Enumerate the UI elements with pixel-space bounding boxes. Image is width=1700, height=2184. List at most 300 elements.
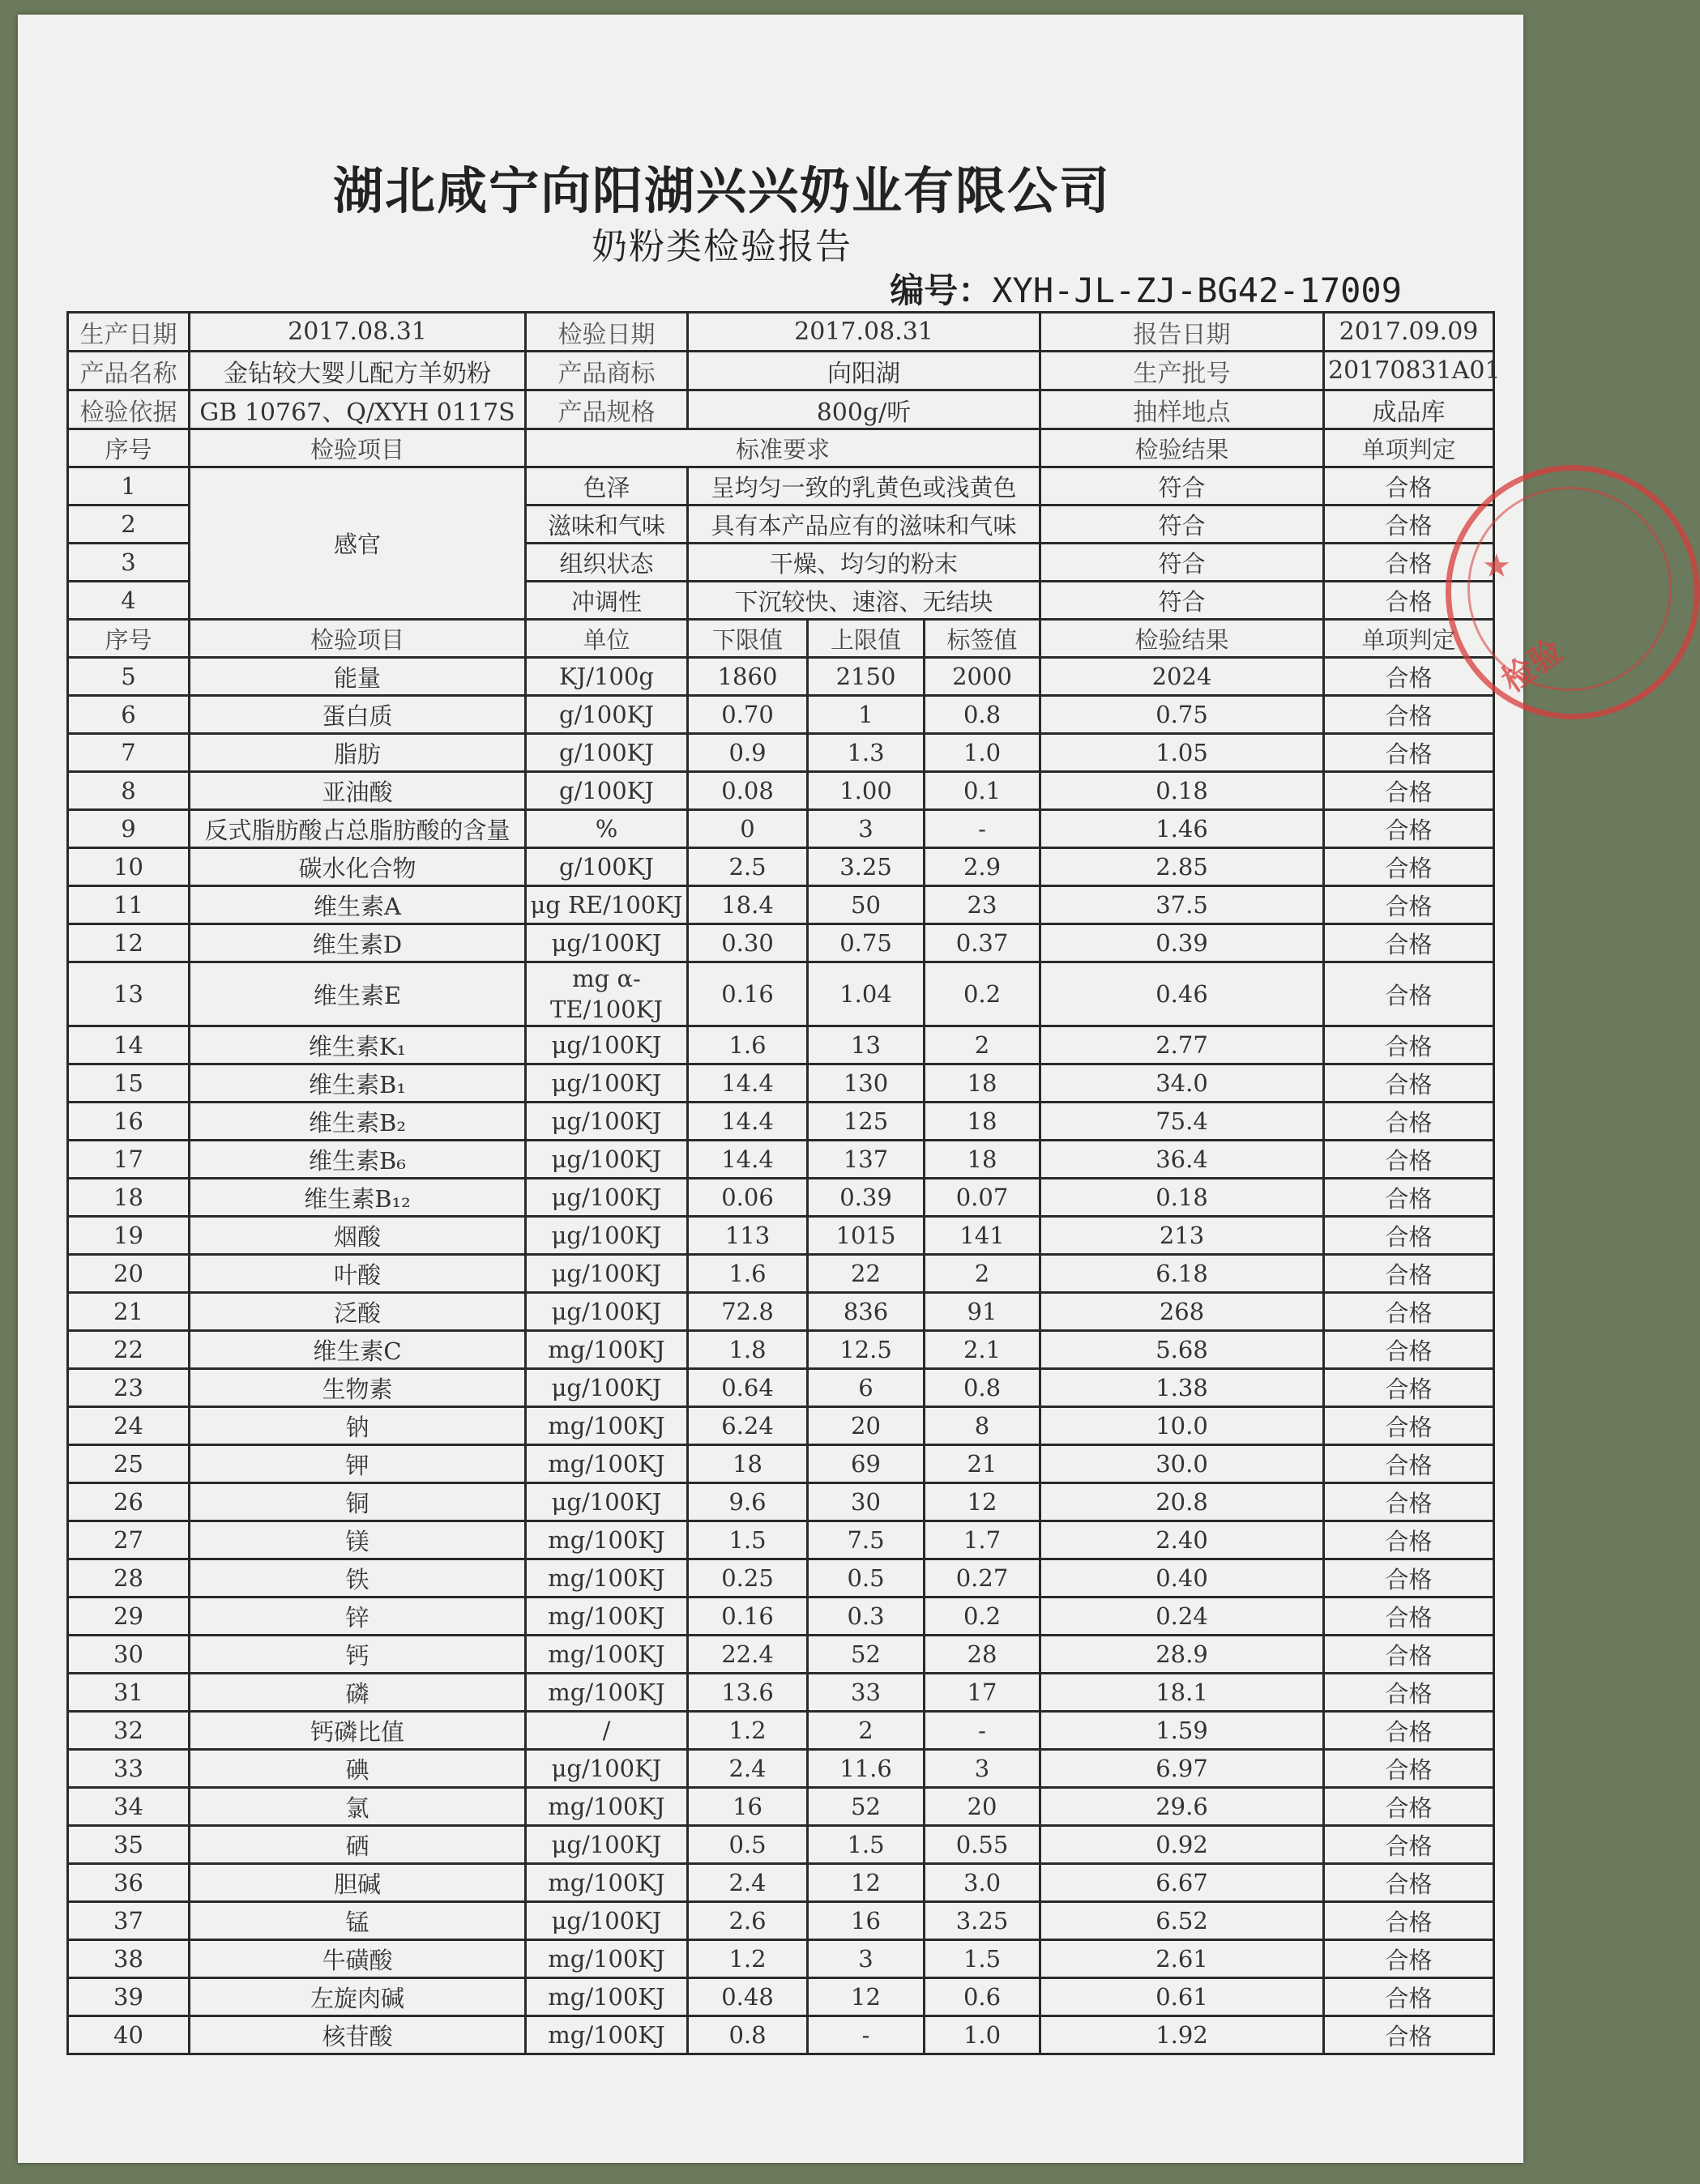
nutrient-lo: 0.9 <box>688 734 808 772</box>
nutrient-item: 维生素B₁₂ <box>190 1179 526 1217</box>
nutrient-no: 36 <box>68 1864 190 1902</box>
row-result: 符合 <box>1040 544 1324 582</box>
nutrient-item: 磷 <box>190 1674 526 1712</box>
nutrient-label: 20 <box>925 1788 1040 1826</box>
sensory-item: 冲调性 <box>526 582 688 620</box>
nutrient-label: 1.0 <box>925 734 1040 772</box>
nutrient-no: 7 <box>68 734 190 772</box>
star-icon: ★ <box>1482 548 1511 585</box>
nutrient-hi: 2 <box>808 1712 925 1750</box>
nutrient-result: 29.6 <box>1040 1788 1324 1826</box>
nutrient-verdict: 合格 <box>1324 1483 1494 1521</box>
table-row <box>68 2016 1494 2054</box>
info-label: 检验依据 <box>68 390 190 429</box>
nutrient-result: 1.05 <box>1040 734 1324 772</box>
nutrient-unit: mg α-TE/100KJ <box>526 962 688 1026</box>
nutrient-result: 1.92 <box>1040 2016 1324 2054</box>
nutrient-hi: 30 <box>808 1483 925 1521</box>
nutrient-label: 28 <box>925 1636 1040 1674</box>
nutrient-unit: g/100KJ <box>526 848 688 886</box>
nutrient-label: 2.9 <box>925 848 1040 886</box>
nutrient-hi: 69 <box>808 1445 925 1483</box>
nutrient-item: 维生素K₁ <box>190 1026 526 1064</box>
nutrient-lo: 2.4 <box>688 1864 808 1902</box>
nutrient-no: 21 <box>68 1293 190 1331</box>
nutrient-item: 锰 <box>190 1902 526 1940</box>
nutrient-no: 31 <box>68 1674 190 1712</box>
nutrient-lo: 2.4 <box>688 1750 808 1788</box>
nutrient-lo: 0.8 <box>688 2016 808 2054</box>
nutrient-result: 28.9 <box>1040 1636 1324 1674</box>
nutrient-hi: 1015 <box>808 1217 925 1255</box>
nutrient-hi: 52 <box>808 1636 925 1674</box>
info-label: 抽样地点 <box>1040 390 1324 429</box>
nutrient-lo: 72.8 <box>688 1293 808 1331</box>
nutrient-label: 3 <box>925 1750 1040 1788</box>
info-value: 2017.09.09 <box>1324 313 1494 352</box>
nutrient-label: 141 <box>925 1217 1040 1255</box>
nutrient-lo: 1860 <box>688 658 808 696</box>
nutrient-result: 0.75 <box>1040 696 1324 734</box>
nutrient-result: 0.39 <box>1040 924 1324 962</box>
info-value: 2017.08.31 <box>190 313 526 352</box>
company-name: 湖北咸宁向阳湖兴兴奶业有限公司 <box>332 161 1111 220</box>
table-row <box>68 467 1494 505</box>
info-value: 800g/听 <box>688 390 1040 429</box>
nutrient-result: 6.67 <box>1040 1864 1324 1902</box>
sensory-item: 组织状态 <box>526 544 688 582</box>
nutrient-item: 烟酸 <box>190 1217 526 1255</box>
table-row <box>68 810 1494 848</box>
nutrient-result: 20.8 <box>1040 1483 1324 1521</box>
nutrient-item: 氯 <box>190 1788 526 1826</box>
nutrient-unit: μg/100KJ <box>526 1026 688 1064</box>
nutrient-result: 37.5 <box>1040 886 1324 924</box>
nutrient-verdict: 合格 <box>1324 886 1494 924</box>
nutrient-unit: μg/100KJ <box>526 1141 688 1179</box>
inspection-table <box>66 428 1495 2055</box>
nutrient-result: 1.59 <box>1040 1712 1324 1750</box>
nutrient-item: 硒 <box>190 1826 526 1864</box>
nutrient-result: 1.46 <box>1040 810 1324 848</box>
nutrient-item: 锌 <box>190 1597 526 1636</box>
nutrient-result: 268 <box>1040 1293 1324 1331</box>
nutrient-label: 1.0 <box>925 2016 1040 2054</box>
table-row <box>68 1255 1494 1293</box>
nutrient-item: 能量 <box>190 658 526 696</box>
nutrient-unit: / <box>526 1712 688 1750</box>
nutrient-item: 铜 <box>190 1483 526 1521</box>
nutrient-header: 上限值 <box>808 620 925 658</box>
nutrient-verdict: 合格 <box>1324 1369 1494 1407</box>
nutrient-verdict: 合格 <box>1324 1407 1494 1445</box>
nutrient-unit: μg/100KJ <box>526 1293 688 1331</box>
info-label: 报告日期 <box>1040 313 1324 352</box>
nutrient-label: 12 <box>925 1483 1040 1521</box>
nutrient-verdict: 合格 <box>1324 734 1494 772</box>
nutrient-label: 0.2 <box>925 962 1040 1026</box>
sensory-requirement: 下沉较快、速溶、无结块 <box>688 582 1040 620</box>
nutrient-lo: 0.48 <box>688 1978 808 2016</box>
table-row <box>68 848 1494 886</box>
nutrient-lo: 1.6 <box>688 1255 808 1293</box>
nutrient-lo: 9.6 <box>688 1483 808 1521</box>
nutrient-label: 0.8 <box>925 1369 1040 1407</box>
nutrient-item: 维生素B₁ <box>190 1064 526 1103</box>
nutrient-no: 34 <box>68 1788 190 1826</box>
nutrient-hi: 0.75 <box>808 924 925 962</box>
nutrient-unit: mg/100KJ <box>526 1407 688 1445</box>
sensory-category: 感官 <box>190 467 526 620</box>
nutrient-hi: 50 <box>808 886 925 924</box>
nutrient-unit: mg/100KJ <box>526 1978 688 2016</box>
header-requirement: 标准要求 <box>526 429 1040 467</box>
nutrient-label: 2000 <box>925 658 1040 696</box>
nutrient-result: 0.92 <box>1040 1826 1324 1864</box>
info-value: 20170831A01 <box>1324 352 1494 390</box>
nutrient-no: 35 <box>68 1826 190 1864</box>
nutrient-lo: 14.4 <box>688 1064 808 1103</box>
nutrient-unit: mg/100KJ <box>526 1940 688 1978</box>
nutrient-item: 铁 <box>190 1559 526 1597</box>
nutrient-label: 0.27 <box>925 1559 1040 1597</box>
nutrient-label: 2 <box>925 1255 1040 1293</box>
nutrient-lo: 14.4 <box>688 1103 808 1141</box>
nutrient-result: 213 <box>1040 1217 1324 1255</box>
nutrient-hi: 137 <box>808 1141 925 1179</box>
nutrient-item: 维生素A <box>190 886 526 924</box>
nutrient-no: 30 <box>68 1636 190 1674</box>
nutrient-no: 38 <box>68 1940 190 1978</box>
table-row <box>68 1712 1494 1750</box>
nutrient-verdict: 合格 <box>1324 1103 1494 1141</box>
nutrient-label: 18 <box>925 1103 1040 1141</box>
nutrient-header: 单位 <box>526 620 688 658</box>
table-row <box>68 1445 1494 1483</box>
table-row <box>68 1217 1494 1255</box>
nutrient-label: - <box>925 1712 1040 1750</box>
nutrient-no: 37 <box>68 1902 190 1940</box>
nutrient-unit: μg/100KJ <box>526 1179 688 1217</box>
row-verdict: 合格 <box>1324 544 1494 582</box>
table-row <box>68 429 1494 467</box>
nutrient-hi: 12.5 <box>808 1331 925 1369</box>
nutrient-hi: 0.39 <box>808 1179 925 1217</box>
nutrient-hi: 1.04 <box>808 962 925 1026</box>
table-row <box>68 620 1494 658</box>
nutrient-unit: mg/100KJ <box>526 1445 688 1483</box>
nutrient-verdict: 合格 <box>1324 1788 1494 1826</box>
nutrient-no: 40 <box>68 2016 190 2054</box>
table-row <box>68 1559 1494 1597</box>
info-label: 产品规格 <box>526 390 688 429</box>
nutrient-hi: - <box>808 2016 925 2054</box>
nutrient-lo: 18 <box>688 1445 808 1483</box>
info-label: 检验日期 <box>526 313 688 352</box>
nutrient-unit: μg/100KJ <box>526 1369 688 1407</box>
nutrient-item: 维生素B₆ <box>190 1141 526 1179</box>
nutrient-label: 2 <box>925 1026 1040 1064</box>
nutrient-verdict: 合格 <box>1324 810 1494 848</box>
nutrient-unit: g/100KJ <box>526 734 688 772</box>
nutrient-no: 19 <box>68 1217 190 1255</box>
nutrient-unit: mg/100KJ <box>526 1597 688 1636</box>
nutrient-result: 1.38 <box>1040 1369 1324 1407</box>
table-row <box>68 1064 1494 1103</box>
nutrient-no: 22 <box>68 1331 190 1369</box>
nutrient-no: 39 <box>68 1978 190 2016</box>
nutrient-verdict: 合格 <box>1324 962 1494 1026</box>
nutrient-hi: 2150 <box>808 658 925 696</box>
nutrient-no: 6 <box>68 696 190 734</box>
table-row <box>68 1179 1494 1217</box>
info-row <box>68 352 1494 390</box>
report-number-value: XYH-JL-ZJ-BG42-17009 <box>992 271 1402 310</box>
nutrient-lo: 2.5 <box>688 848 808 886</box>
nutrient-unit: mg/100KJ <box>526 1559 688 1597</box>
nutrient-no: 18 <box>68 1179 190 1217</box>
nutrient-no: 14 <box>68 1026 190 1064</box>
nutrient-item: 脂肪 <box>190 734 526 772</box>
table-row <box>68 1978 1494 2016</box>
table-row <box>68 886 1494 924</box>
nutrient-no: 27 <box>68 1521 190 1559</box>
nutrient-no: 9 <box>68 810 190 848</box>
nutrient-lo: 0.16 <box>688 962 808 1026</box>
nutrient-hi: 3 <box>808 810 925 848</box>
nutrient-hi: 20 <box>808 1407 925 1445</box>
nutrient-label: 8 <box>925 1407 1040 1445</box>
row-no: 3 <box>68 544 190 582</box>
table-row <box>68 734 1494 772</box>
nutrient-item: 生物素 <box>190 1369 526 1407</box>
nutrient-unit: KJ/100g <box>526 658 688 696</box>
nutrient-hi: 3 <box>808 1940 925 1978</box>
nutrient-verdict: 合格 <box>1324 658 1494 696</box>
nutrient-verdict: 合格 <box>1324 1026 1494 1064</box>
nutrient-hi: 12 <box>808 1864 925 1902</box>
nutrient-verdict: 合格 <box>1324 1597 1494 1636</box>
nutrient-verdict: 合格 <box>1324 1331 1494 1369</box>
nutrient-verdict: 合格 <box>1324 1141 1494 1179</box>
header-verdict: 单项判定 <box>1324 429 1494 467</box>
info-value: GB 10767、Q/XYH 0117S <box>190 390 526 429</box>
nutrient-unit: mg/100KJ <box>526 1674 688 1712</box>
nutrient-lo: 22.4 <box>688 1636 808 1674</box>
nutrient-item: 反式脂肪酸占总脂肪酸的含量 <box>190 810 526 848</box>
red-seal-stamp <box>1446 465 1700 719</box>
sensory-requirement: 具有本产品应有的滋味和气味 <box>688 505 1040 544</box>
nutrient-label: 18 <box>925 1064 1040 1103</box>
row-result: 符合 <box>1040 582 1324 620</box>
nutrient-no: 17 <box>68 1141 190 1179</box>
info-label: 产品商标 <box>526 352 688 390</box>
nutrient-label: 2.1 <box>925 1331 1040 1369</box>
nutrient-lo: 0.08 <box>688 772 808 810</box>
header-no: 序号 <box>68 429 190 467</box>
nutrient-lo: 14.4 <box>688 1141 808 1179</box>
nutrient-unit: μg/100KJ <box>526 1483 688 1521</box>
nutrient-unit: μg/100KJ <box>526 924 688 962</box>
nutrient-header: 检验结果 <box>1040 620 1324 658</box>
nutrient-hi: 0.3 <box>808 1597 925 1636</box>
nutrient-result: 2.77 <box>1040 1026 1324 1064</box>
nutrient-header: 下限值 <box>688 620 808 658</box>
nutrient-label: 0.55 <box>925 1826 1040 1864</box>
nutrient-no: 28 <box>68 1559 190 1597</box>
product-info-table <box>66 311 1501 430</box>
row-result: 符合 <box>1040 505 1324 544</box>
row-verdict: 合格 <box>1324 505 1494 544</box>
nutrient-lo: 0.5 <box>688 1826 808 1864</box>
nutrient-unit: g/100KJ <box>526 772 688 810</box>
nutrient-label: 0.8 <box>925 696 1040 734</box>
nutrient-label: 1.5 <box>925 1940 1040 1978</box>
nutrient-result: 2.61 <box>1040 1940 1324 1978</box>
header-result: 检验结果 <box>1040 429 1324 467</box>
row-no: 4 <box>68 582 190 620</box>
table-row <box>68 1026 1494 1064</box>
nutrient-no: 29 <box>68 1597 190 1636</box>
nutrient-unit: mg/100KJ <box>526 2016 688 2054</box>
nutrient-no: 11 <box>68 886 190 924</box>
nutrient-unit: % <box>526 810 688 848</box>
nutrient-item: 维生素C <box>190 1331 526 1369</box>
nutrient-lo: 0.06 <box>688 1179 808 1217</box>
nutrient-hi: 1.00 <box>808 772 925 810</box>
nutrient-label: 23 <box>925 886 1040 924</box>
nutrient-lo: 0 <box>688 810 808 848</box>
nutrient-unit: μg/100KJ <box>526 1750 688 1788</box>
nutrient-hi: 22 <box>808 1255 925 1293</box>
nutrient-lo: 0.70 <box>688 696 808 734</box>
nutrient-label: 0.37 <box>925 924 1040 962</box>
nutrient-item: 叶酸 <box>190 1255 526 1293</box>
nutrient-unit: mg/100KJ <box>526 1864 688 1902</box>
nutrient-label: 21 <box>925 1445 1040 1483</box>
nutrient-verdict: 合格 <box>1324 1217 1494 1255</box>
nutrient-lo: 0.25 <box>688 1559 808 1597</box>
nutrient-item: 左旋肉碱 <box>190 1978 526 2016</box>
nutrient-item: 蛋白质 <box>190 696 526 734</box>
nutrient-item: 核苷酸 <box>190 2016 526 2054</box>
nutrient-hi: 1.3 <box>808 734 925 772</box>
nutrient-verdict: 合格 <box>1324 2016 1494 2054</box>
info-label: 产品名称 <box>68 352 190 390</box>
nutrient-verdict: 合格 <box>1324 1902 1494 1940</box>
nutrient-lo: 1.6 <box>688 1026 808 1064</box>
header-item: 检验项目 <box>190 429 526 467</box>
sensory-item: 色泽 <box>526 467 688 505</box>
nutrient-hi: 33 <box>808 1674 925 1712</box>
table-row <box>68 1940 1494 1978</box>
info-label: 生产日期 <box>68 313 190 352</box>
nutrient-result: 18.1 <box>1040 1674 1324 1712</box>
nutrient-lo: 16 <box>688 1788 808 1826</box>
table-row <box>68 962 1494 1026</box>
info-value: 2017.08.31 <box>688 313 1040 352</box>
nutrient-hi: 52 <box>808 1788 925 1826</box>
nutrient-result: 0.46 <box>1040 962 1324 1026</box>
nutrient-no: 32 <box>68 1712 190 1750</box>
nutrient-hi: 7.5 <box>808 1521 925 1559</box>
nutrient-unit: g/100KJ <box>526 696 688 734</box>
nutrient-lo: 1.8 <box>688 1331 808 1369</box>
nutrient-no: 10 <box>68 848 190 886</box>
row-result: 符合 <box>1040 467 1324 505</box>
nutrient-lo: 18.4 <box>688 886 808 924</box>
nutrient-verdict: 合格 <box>1324 1255 1494 1293</box>
nutrient-no: 20 <box>68 1255 190 1293</box>
nutrient-item: 维生素E <box>190 962 526 1026</box>
nutrient-result: 34.0 <box>1040 1064 1324 1103</box>
nutrient-unit: mg/100KJ <box>526 1788 688 1826</box>
report-number-label: 编号： <box>890 271 993 310</box>
nutrient-unit: mg/100KJ <box>526 1636 688 1674</box>
nutrient-verdict: 合格 <box>1324 1674 1494 1712</box>
nutrient-hi: 12 <box>808 1978 925 2016</box>
nutrient-item: 钠 <box>190 1407 526 1445</box>
nutrient-label: - <box>925 810 1040 848</box>
nutrient-unit: μg RE/100KJ <box>526 886 688 924</box>
report-sheet <box>18 15 1570 2163</box>
nutrient-unit: μg/100KJ <box>526 1902 688 1940</box>
info-label: 生产批号 <box>1040 352 1324 390</box>
nutrient-label: 18 <box>925 1141 1040 1179</box>
nutrient-no: 8 <box>68 772 190 810</box>
nutrient-hi: 16 <box>808 1902 925 1940</box>
table-row <box>68 1826 1494 1864</box>
table-row <box>68 1483 1494 1521</box>
nutrient-hi: 1.5 <box>808 1826 925 1864</box>
nutrient-lo: 113 <box>688 1217 808 1255</box>
nutrient-result: 6.97 <box>1040 1750 1324 1788</box>
nutrient-hi: 0.5 <box>808 1559 925 1597</box>
nutrient-item: 维生素D <box>190 924 526 962</box>
nutrient-header: 检验项目 <box>190 620 526 658</box>
table-row <box>68 1864 1494 1902</box>
info-row <box>68 390 1494 429</box>
info-value: 成品库 <box>1324 390 1494 429</box>
nutrient-item: 钾 <box>190 1445 526 1483</box>
nutrient-result: 5.68 <box>1040 1331 1324 1369</box>
nutrient-hi: 130 <box>808 1064 925 1103</box>
nutrient-result: 0.24 <box>1040 1597 1324 1636</box>
nutrient-hi: 3.25 <box>808 848 925 886</box>
nutrient-verdict: 合格 <box>1324 1750 1494 1788</box>
table-row <box>68 924 1494 962</box>
table-row <box>68 1141 1494 1179</box>
nutrient-no: 12 <box>68 924 190 962</box>
table-row <box>68 1788 1494 1826</box>
nutrient-result: 0.40 <box>1040 1559 1324 1597</box>
nutrient-item: 胆碱 <box>190 1864 526 1902</box>
nutrient-unit: μg/100KJ <box>526 1217 688 1255</box>
stamp-text: 检验 <box>1494 631 1570 701</box>
nutrient-verdict: 合格 <box>1324 1636 1494 1674</box>
nutrient-lo: 13.6 <box>688 1674 808 1712</box>
nutrient-label: 0.6 <box>925 1978 1040 2016</box>
nutrient-verdict: 合格 <box>1324 924 1494 962</box>
table-row <box>68 1750 1494 1788</box>
sensory-requirement: 干燥、均匀的粉末 <box>688 544 1040 582</box>
nutrient-lo: 0.16 <box>688 1597 808 1636</box>
nutrient-result: 0.18 <box>1040 1179 1324 1217</box>
nutrient-item: 碳水化合物 <box>190 848 526 886</box>
info-row <box>68 313 1494 352</box>
table-row <box>68 696 1494 734</box>
nutrient-verdict: 合格 <box>1324 772 1494 810</box>
